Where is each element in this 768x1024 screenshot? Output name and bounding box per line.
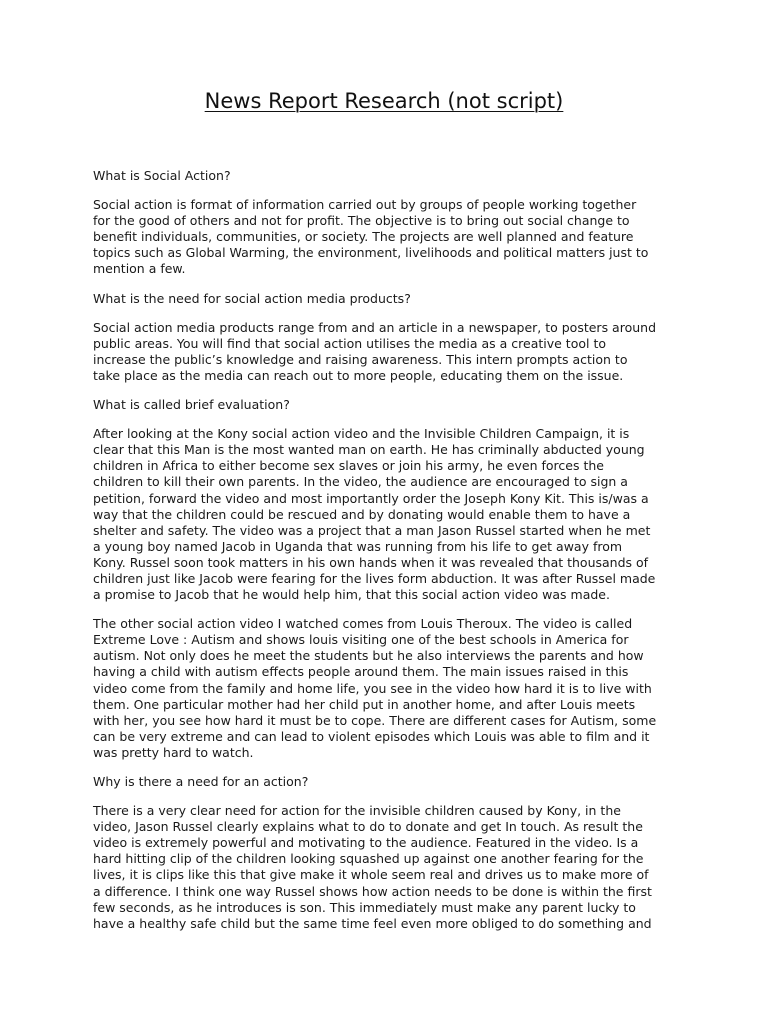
text-line: a promise to Jacob that he would help him, that this social action video was made. (93, 587, 610, 603)
text-line: children just like Jacob were fearing for the lives form abduction. It was after Russel made (93, 570, 656, 586)
text-line: few seconds, as he introduces is son. This immediately must make any parent lucky to (93, 899, 636, 915)
document-title: News Report Research (not script) (204, 89, 564, 113)
text-line: petition, forward the video and most importantly order the Joseph Kony Kit. This is/was a (93, 490, 649, 506)
text-line: for the good of others and not for profit. The objective is to bring out social change to (93, 213, 630, 229)
body-paragraph (93, 320, 683, 384)
body-paragraph (93, 803, 683, 932)
text-line: What is Social Action? (93, 168, 231, 183)
text-line: After looking at the Kony social action video and the Invisible Children Campaign, it is (93, 426, 630, 442)
text-line: children to kill their own parents. In the video, the audience are encouraged to sign a (93, 474, 628, 490)
text-line: a difference. I think one way Russel shows how action needs to be done is within the first (93, 883, 652, 899)
section-question (93, 291, 683, 307)
text-line: Kony. Russel soon took matters in his own hands when it was revealed that thousands of (93, 554, 649, 570)
text-line: shelter and safety. The video was a project that a man Jason Russel started when he met (93, 522, 651, 538)
text-line: clear that this Man is the most wanted man on earth. He has criminally abducted young (93, 442, 645, 458)
text-line: video come from the family and home life, you see in the video how hard it is to live with (93, 680, 652, 696)
text-line: Social action media products range from and an article in a newspaper, to posters around (93, 319, 657, 335)
text-line: public areas. You will find that social action utilises the media as a creative tool to (93, 335, 606, 351)
text-line: have a healthy safe child but the same time feel even more obliged to do something and (93, 915, 652, 931)
text-line: children in Africa to either become sex slaves or join his army, he even forces the (93, 458, 604, 474)
text-line: What is the need for social action media products? (93, 290, 411, 306)
text-line: There is a very clear need for action for the invisible children caused by Kony, in the (93, 803, 621, 819)
text-line: having a child with autism effects people around them. The main issues raised in this (93, 664, 629, 680)
body-paragraph (93, 426, 683, 603)
text-line: video is extremely powerful and motivating to the audience. Featured in the video. Is a (93, 835, 639, 851)
text-line: take place as the media can reach out to more people, educating them on the issue. (93, 367, 624, 383)
text-line: them. One particular mother had her child put in another home, and after Louis meets (93, 696, 636, 712)
body-paragraph (93, 616, 683, 761)
text-line: can be very extreme and can lead to violent episodes which Louis was able to film and it (93, 728, 650, 744)
document-body (93, 168, 683, 945)
text-line: Extreme Love : Autism and shows louis visiting one of the best schools in America for (93, 632, 629, 648)
section-question (93, 168, 683, 184)
text-line: increase the public’s knowledge and raising awareness. This intern prompts action to (93, 351, 628, 367)
text-line: Why is there a need for an action? (93, 774, 309, 789)
text-line: hard hitting clip of the children looking squashed up against one another fearing for the (93, 851, 644, 867)
text-line: a young boy named Jacob in Uganda that was running from his life to get away from (93, 538, 623, 554)
text-line: benefit individuals, communities, or society. The projects are well planned and feature (93, 229, 634, 245)
text-line: lives, it is clips like this that give make it whole seem real and drives us to make more of (93, 867, 649, 883)
text-line: was pretty hard to watch. (93, 744, 254, 760)
text-line: Social action is format of information carried out by groups of people working together (93, 197, 637, 213)
body-paragraph (93, 197, 683, 277)
section-question (93, 397, 683, 413)
text-line: way that the children could be rescued and by donating would enable them to have a (93, 506, 631, 522)
section-question (93, 774, 683, 790)
text-line: with her, you see how hard it must be to cope. There are different cases for Autism, some (93, 712, 657, 728)
text-line: video, Jason Russel clearly explains what to do to donate and get In touch. As result the (93, 819, 643, 835)
text-line: What is called brief evaluation? (93, 397, 290, 413)
text-line: The other social action video I watched comes from Louis Theroux. The video is called (93, 616, 633, 632)
text-line: mention a few. (93, 261, 186, 277)
text-line: autism. Not only does he meet the students but he also interviews the parents and how (93, 648, 644, 664)
text-line: topics such as Global Warming, the environment, livelihoods and political matters just to (93, 245, 649, 261)
